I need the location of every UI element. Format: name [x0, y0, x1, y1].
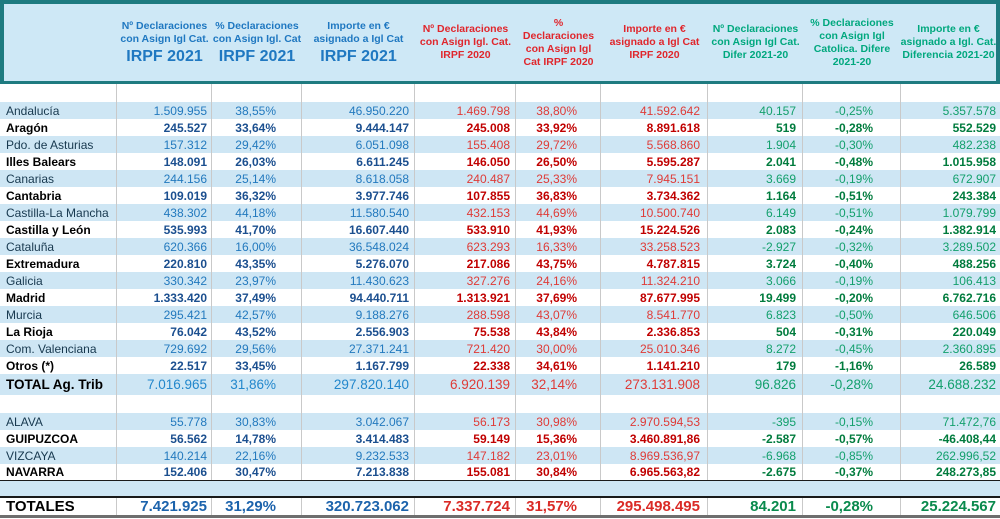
- cell-n_dif: 504: [708, 323, 803, 340]
- cell-pct_dif: -0,28%: [803, 374, 901, 395]
- cell-n_2021: 1.333.420: [117, 289, 212, 306]
- cell-pct_2021: 31,86%: [212, 374, 302, 395]
- cell-pct_2021: 30,47%: [212, 464, 302, 480]
- cell-imp_2020: 1.141.210: [601, 357, 708, 374]
- cell-imp_2020: 2.336.853: [601, 323, 708, 340]
- region-cell: Castilla y León: [0, 221, 117, 238]
- cell-n_2020: 217.086: [415, 255, 516, 272]
- cell-imp_2020: 25.010.346: [601, 340, 708, 357]
- cell-imp_dif: 672.907: [952, 171, 996, 186]
- region-cell: Galicia: [0, 272, 117, 289]
- total-row: [0, 374, 1000, 395]
- cell-imp_2020: 87.677.995: [601, 289, 708, 306]
- cell-imp_2021: 1.167.799: [302, 357, 415, 374]
- cell-pct_2021: 16,00%: [212, 238, 302, 255]
- cell-imp_dif: 24.688.232: [928, 377, 996, 392]
- cell-n_2021: 620.366: [117, 238, 212, 255]
- cell-pct_dif: -0,28%: [803, 119, 901, 136]
- cell-imp_2020: 7.945.151: [601, 170, 708, 187]
- cell-pct_2021: 37,49%: [212, 289, 302, 306]
- cell-imp_2021: 6.051.098: [302, 136, 415, 153]
- cell-n_2020: 155.081: [415, 464, 516, 480]
- cell-imp_2021: 2.556.903: [302, 323, 415, 340]
- cell-n_dif: 6.823: [708, 306, 803, 323]
- cell-pct_2021: 26,03%: [212, 153, 302, 170]
- cell-n_dif: 84.201: [708, 498, 803, 515]
- cell-imp_2021: 27.371.241: [302, 340, 415, 357]
- cell-n_2021: 535.993: [117, 221, 212, 238]
- cell-pct_dif: -0,85%: [803, 447, 901, 464]
- table-body: [0, 84, 1000, 518]
- column-header-pct_2020: % Declaraciones con Asign Igl Cat IRPF 2020: [522, 16, 595, 68]
- cell-n_dif: 3.066: [708, 272, 803, 289]
- cell-n_2020: 6.920.139: [415, 374, 516, 395]
- cell-pct_2021: 33,45%: [212, 357, 302, 374]
- region-cell: Andalucía: [0, 102, 117, 119]
- table-row: [0, 340, 1000, 357]
- cell-pct_2020: 30,00%: [516, 340, 601, 357]
- column-header-imp_dif: Importe en € asignado a Igl. Cat. Diferencia 2021-20: [900, 23, 997, 61]
- cell-pct_2021: 14,78%: [212, 430, 302, 447]
- table-row: [0, 323, 1000, 340]
- cell-imp_2021: 11.580.540: [302, 204, 415, 221]
- cell-imp_2021: 16.607.440: [302, 221, 415, 238]
- cell-n_2020: 107.855: [415, 187, 516, 204]
- cell-pct_2021: 44,18%: [212, 204, 302, 221]
- cell-pct_2020: 43,84%: [516, 323, 601, 340]
- table-row: [0, 430, 1000, 447]
- cell-pct_2020: 34,61%: [516, 357, 601, 374]
- cell-n_dif: 19.499: [708, 289, 803, 306]
- cell-n_2020: 533.910: [415, 221, 516, 238]
- cell-pct_2021: 30,83%: [212, 413, 302, 430]
- cell-pct_dif: -0,57%: [803, 430, 901, 447]
- cell-pct_2020: 30,84%: [516, 464, 601, 480]
- cell-pct_2021: 43,52%: [212, 323, 302, 340]
- cell-imp_2020: 15.224.526: [601, 221, 708, 238]
- region-cell: NAVARRA: [0, 464, 117, 480]
- column-header-imp_2021: Importe en € asignado a Igl Cat IRPF 2021: [313, 19, 404, 65]
- cell-n_2020: 288.598: [415, 306, 516, 323]
- cell-imp_dif: 262.996,52: [935, 448, 996, 463]
- cell-imp_2020: 11.324.210: [601, 272, 708, 289]
- table-row: [0, 187, 1000, 204]
- spacer-row: [0, 481, 1000, 496]
- column-header-n_2020: Nº Declaraciones con Asign Igl. Cat. IRPF 2020: [419, 23, 512, 61]
- cell-pct_2021: 33,64%: [212, 119, 302, 136]
- cell-imp_2020: 41.592.642: [601, 102, 708, 119]
- cell-n_dif: 519: [708, 119, 803, 136]
- region-cell: TOTALES: [0, 498, 117, 515]
- cell-pct_2020: 38,80%: [516, 102, 601, 119]
- cell-imp_dif: 488.256: [952, 256, 996, 271]
- table-row: [0, 136, 1000, 153]
- table-row: [0, 102, 1000, 119]
- cell-n_2020: 1.469.798: [415, 102, 516, 119]
- cell-n_2020: 1.313.921: [415, 289, 516, 306]
- cell-n_2021: 295.421: [117, 306, 212, 323]
- table-row: [0, 306, 1000, 323]
- region-cell: Aragón: [0, 119, 117, 136]
- cell-pct_dif: -0,40%: [803, 255, 901, 272]
- table-row: [0, 255, 1000, 272]
- column-header-n_dif: Nº Declaraciones con Asign Igl Cat. Difer 2021-20: [711, 23, 800, 61]
- region-cell: Cantabria: [0, 187, 117, 204]
- cell-n_2021: 245.527: [117, 119, 212, 136]
- table-row: [0, 357, 1000, 374]
- cell-pct_2021: 29,56%: [212, 340, 302, 357]
- cell-pct_2020: 30,98%: [516, 413, 601, 430]
- cell-n_2021: 157.312: [117, 136, 212, 153]
- cell-n_dif: 40.157: [708, 102, 803, 119]
- cell-n_2020: 22.338: [415, 357, 516, 374]
- cell-imp_2021: 46.950.220: [302, 102, 415, 119]
- cell-imp_dif: 2.360.895: [942, 341, 996, 356]
- table-row: [0, 447, 1000, 464]
- cell-n_2021: 438.302: [117, 204, 212, 221]
- region-cell: GUIPUZCOA: [0, 430, 117, 447]
- cell-n_2021: 109.019: [117, 187, 212, 204]
- cell-n_dif: 96.826: [708, 374, 803, 395]
- table-row: [0, 238, 1000, 255]
- cell-imp_dif: 1.382.914: [942, 222, 996, 237]
- column-header-imp_2020: Importe en € asignado a Igl Cat IRPF 2020: [609, 23, 700, 61]
- cell-imp_dif: 243.384: [952, 188, 996, 203]
- cell-pct_dif: -0,48%: [803, 153, 901, 170]
- cell-pct_dif: -0,24%: [803, 221, 901, 238]
- cell-pct_2021: 29,42%: [212, 136, 302, 153]
- cell-n_2021: 152.406: [117, 464, 212, 480]
- cell-pct_2020: 16,33%: [516, 238, 601, 255]
- cell-pct_2021: 42,57%: [212, 306, 302, 323]
- cell-pct_2021: 43,35%: [212, 255, 302, 272]
- cell-imp_2021: 11.430.623: [302, 272, 415, 289]
- region-cell: TOTAL Ag. Trib: [0, 374, 117, 395]
- cell-n_2021: 7.016.965: [117, 374, 212, 395]
- cell-imp_dif: 26.589: [959, 358, 996, 373]
- cell-n_2020: 147.182: [415, 447, 516, 464]
- cell-imp_2021: 5.276.070: [302, 255, 415, 272]
- cell-pct_2020: 31,57%: [516, 498, 601, 515]
- cell-pct_2021: 41,70%: [212, 221, 302, 238]
- region-cell: ALAVA: [0, 413, 117, 430]
- cell-imp_dif: 220.049: [952, 324, 996, 339]
- cell-pct_2020: 25,33%: [516, 170, 601, 187]
- cell-pct_2020: 44,69%: [516, 204, 601, 221]
- table-row: [0, 170, 1000, 187]
- cell-imp_2020: 5.568.860: [601, 136, 708, 153]
- cell-imp_dif: 25.224.567: [920, 498, 996, 515]
- cell-pct_2020: 15,36%: [516, 430, 601, 447]
- region-cell: Com. Valenciana: [0, 340, 117, 357]
- region-cell: Madrid: [0, 289, 117, 306]
- table-row: [0, 153, 1000, 170]
- cell-imp_2021: 297.820.140: [302, 374, 415, 395]
- cell-n_2020: 240.487: [415, 170, 516, 187]
- cell-pct_2020: 26,50%: [516, 153, 601, 170]
- cell-pct_dif: -0,19%: [803, 272, 901, 289]
- cell-imp_2021: 9.444.147: [302, 119, 415, 136]
- column-header-pct_2021: % Declaraciones con Asign Igl. Cat IRPF 2021: [212, 19, 302, 65]
- cell-n_dif: 1.904: [708, 136, 803, 153]
- cell-n_2021: 7.421.925: [117, 498, 212, 515]
- region-cell: Otros (*): [0, 357, 117, 374]
- region-cell: Illes Balears: [0, 153, 117, 170]
- gap-row: [0, 84, 1000, 102]
- cell-imp_dif: -46.408,44: [938, 431, 996, 446]
- cell-imp_2021: 3.414.483: [302, 430, 415, 447]
- cell-pct_dif: -0,15%: [803, 413, 901, 430]
- cell-n_dif: 3.724: [708, 255, 803, 272]
- cell-imp_dif: 1.015.958: [942, 154, 996, 169]
- cell-imp_dif: 248.273,85: [935, 465, 996, 479]
- cell-imp_dif: 5.357.578: [942, 103, 996, 118]
- cell-imp_dif: 6.762.716: [942, 290, 996, 305]
- cell-imp_2021: 36.548.024: [302, 238, 415, 255]
- cell-n_dif: 3.669: [708, 170, 803, 187]
- table-header: [0, 0, 1000, 84]
- cell-imp_dif: 552.529: [952, 120, 996, 135]
- cell-pct_2020: 41,93%: [516, 221, 601, 238]
- cell-imp_2021: 9.188.276: [302, 306, 415, 323]
- column-header-n_2021: Nº Declaraciones con Asign Igl Cat. IRPF 2021: [120, 19, 209, 65]
- cell-imp_2021: 320.723.062: [302, 498, 415, 515]
- grand-total-row: [0, 496, 1000, 518]
- cell-n_2021: 148.091: [117, 153, 212, 170]
- cell-pct_dif: -0,51%: [803, 187, 901, 204]
- cell-imp_2020: 10.500.740: [601, 204, 708, 221]
- cell-n_dif: -395: [708, 413, 803, 430]
- cell-imp_2020: 4.787.815: [601, 255, 708, 272]
- cell-pct_2020: 23,01%: [516, 447, 601, 464]
- region-cell: Pdo. de Asturias: [0, 136, 117, 153]
- cell-n_dif: -2.587: [708, 430, 803, 447]
- cell-n_2020: 623.293: [415, 238, 516, 255]
- cell-n_dif: -2.675: [708, 464, 803, 480]
- table-row: [0, 221, 1000, 238]
- table-row: [0, 119, 1000, 136]
- cell-imp_2020: 295.498.495: [601, 498, 708, 515]
- cell-pct_2020: 43,75%: [516, 255, 601, 272]
- cell-pct_2021: 36,32%: [212, 187, 302, 204]
- cell-n_dif: 8.272: [708, 340, 803, 357]
- cell-n_dif: 6.149: [708, 204, 803, 221]
- cell-pct_dif: -0,20%: [803, 289, 901, 306]
- cell-n_2021: 55.778: [117, 413, 212, 430]
- table-row: [0, 413, 1000, 430]
- cell-pct_dif: -0,51%: [803, 204, 901, 221]
- cell-imp_dif: 3.289.502: [942, 239, 996, 254]
- cell-n_2020: 7.337.724: [415, 498, 516, 515]
- cell-pct_2020: 24,16%: [516, 272, 601, 289]
- cell-pct_dif: -0,37%: [803, 464, 901, 480]
- cell-pct_dif: -0,45%: [803, 340, 901, 357]
- cell-pct_2021: 23,97%: [212, 272, 302, 289]
- cell-imp_2021: 8.618.058: [302, 170, 415, 187]
- cell-n_2021: 56.562: [117, 430, 212, 447]
- cell-n_2020: 245.008: [415, 119, 516, 136]
- cell-n_dif: 1.164: [708, 187, 803, 204]
- cell-pct_2020: 37,69%: [516, 289, 601, 306]
- cell-imp_2020: 6.965.563,82: [601, 464, 708, 480]
- cell-n_2020: 721.420: [415, 340, 516, 357]
- cell-imp_2020: 3.734.362: [601, 187, 708, 204]
- cell-imp_dif: 1.079.799: [942, 205, 996, 220]
- cell-pct_2021: 38,55%: [212, 102, 302, 119]
- cell-pct_2020: 36,83%: [516, 187, 601, 204]
- cell-n_2020: 155.408: [415, 136, 516, 153]
- cell-pct_dif: -0,19%: [803, 170, 901, 187]
- gap-row: [0, 395, 1000, 413]
- region-cell: Extremadura: [0, 255, 117, 272]
- cell-imp_dif: 106.413: [952, 273, 996, 288]
- region-cell: VIZCAYA: [0, 447, 117, 464]
- cell-n_2021: 220.810: [117, 255, 212, 272]
- column-header-pct_dif: % Declaraciones con Asign Igl Catolica. Difere 2021-20: [810, 16, 894, 68]
- cell-imp_2021: 3.977.746: [302, 187, 415, 204]
- cell-pct_dif: -1,16%: [803, 357, 901, 374]
- cell-imp_2021: 7.213.838: [302, 464, 415, 480]
- cell-imp_2021: 6.611.245: [302, 153, 415, 170]
- column-header-region: [4, 4, 117, 81]
- cell-n_dif: 2.041: [708, 153, 803, 170]
- cell-n_2021: 330.342: [117, 272, 212, 289]
- cell-n_2020: 146.050: [415, 153, 516, 170]
- cell-imp_2020: 3.460.891,86: [601, 430, 708, 447]
- cell-imp_2020: 8.541.770: [601, 306, 708, 323]
- table-row: [0, 464, 1000, 481]
- cell-n_dif: -2.927: [708, 238, 803, 255]
- cell-imp_2020: 273.131.908: [601, 374, 708, 395]
- cell-pct_2021: 25,14%: [212, 170, 302, 187]
- cell-imp_dif: 482.238: [952, 137, 996, 152]
- cell-n_2020: 432.153: [415, 204, 516, 221]
- cell-imp_2021: 3.042.067: [302, 413, 415, 430]
- cell-imp_2020: 2.970.594,53: [601, 413, 708, 430]
- cell-pct_dif: -0,28%: [803, 498, 901, 515]
- cell-n_2021: 1.509.955: [117, 102, 212, 119]
- cell-pct_dif: -0,31%: [803, 323, 901, 340]
- cell-pct_2021: 31,29%: [212, 498, 302, 515]
- cell-imp_2020: 5.595.287: [601, 153, 708, 170]
- cell-imp_2020: 33.258.523: [601, 238, 708, 255]
- cell-pct_2020: 32,14%: [516, 374, 601, 395]
- table-row: [0, 204, 1000, 221]
- table-row: [0, 272, 1000, 289]
- cell-pct_dif: -0,30%: [803, 136, 901, 153]
- cell-pct_dif: -0,32%: [803, 238, 901, 255]
- cell-imp_2021: 94.440.711: [302, 289, 415, 306]
- cell-n_2020: 56.173: [415, 413, 516, 430]
- cell-n_2021: 244.156: [117, 170, 212, 187]
- region-cell: La Rioja: [0, 323, 117, 340]
- cell-n_dif: 2.083: [708, 221, 803, 238]
- cell-n_2021: 76.042: [117, 323, 212, 340]
- region-cell: Canarias: [0, 170, 117, 187]
- cell-n_2020: 59.149: [415, 430, 516, 447]
- region-cell: Castilla-La Mancha: [0, 204, 117, 221]
- cell-pct_dif: -0,50%: [803, 306, 901, 323]
- region-cell: Cataluña: [0, 238, 117, 255]
- cell-n_dif: 179: [708, 357, 803, 374]
- cell-pct_dif: -0,25%: [803, 102, 901, 119]
- cell-n_2021: 22.517: [117, 357, 212, 374]
- cell-n_dif: -6.968: [708, 447, 803, 464]
- cell-n_2021: 140.214: [117, 447, 212, 464]
- cell-imp_2020: 8.891.618: [601, 119, 708, 136]
- cell-pct_2021: 22,16%: [212, 447, 302, 464]
- cell-pct_2020: 29,72%: [516, 136, 601, 153]
- cell-n_2020: 75.538: [415, 323, 516, 340]
- cell-pct_2020: 33,92%: [516, 119, 601, 136]
- cell-imp_2021: 9.232.533: [302, 447, 415, 464]
- cell-pct_2020: 43,07%: [516, 306, 601, 323]
- region-cell: Murcia: [0, 306, 117, 323]
- cell-n_2020: 327.276: [415, 272, 516, 289]
- cell-imp_2020: 8.969.536,97: [601, 447, 708, 464]
- cell-imp_dif: 71.472,76: [942, 414, 996, 429]
- table-row: [0, 289, 1000, 306]
- cell-imp_dif: 646.506: [952, 307, 996, 322]
- cell-n_2021: 729.692: [117, 340, 212, 357]
